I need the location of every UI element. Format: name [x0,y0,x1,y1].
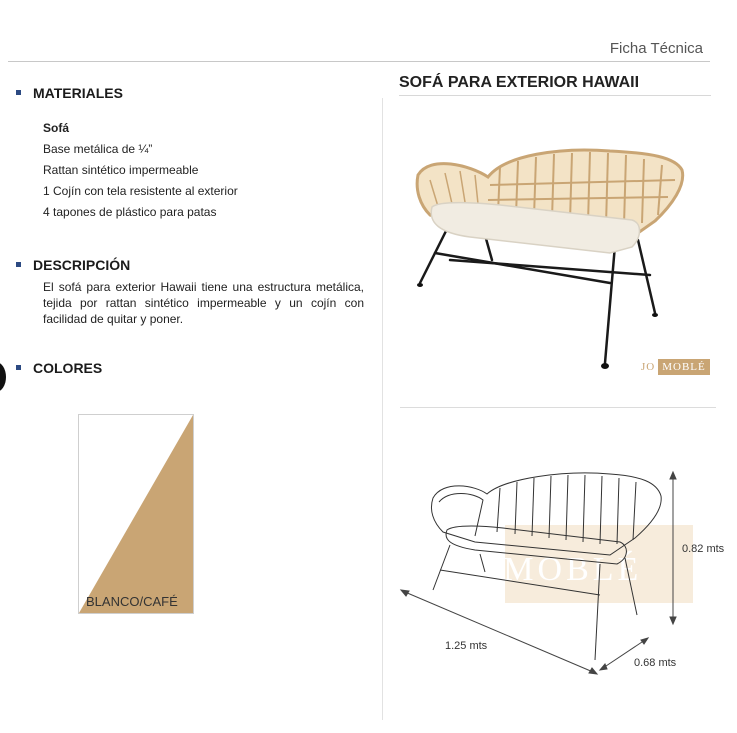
materiales-title: MATERIALES [33,85,123,101]
bullet-icon [16,90,21,95]
list-item: 1 Cojín con tela resistente al exterior [43,184,238,198]
descripcion-title: DESCRIPCIÓN [33,257,131,273]
bullet-icon [16,262,21,267]
dimension-width: 1.25 mts [445,640,488,652]
header-divider [8,61,710,62]
descripcion-heading [16,257,130,273]
column-divider [382,98,383,720]
sofa-photo [410,135,710,375]
colores-heading [16,360,102,376]
logo-part2: MOBLÉ [658,359,710,375]
swatch-triangle [79,415,193,613]
list-item: Rattan sintético impermeable [43,163,199,177]
materiales-heading [16,85,123,101]
swatch-label: BLANCO/CAFÉ [86,594,178,609]
section-divider [400,407,716,408]
product-title: SOFÁ PARA EXTERIOR HAWAII [399,74,640,91]
dimension-height: 0.82 mts [682,543,725,555]
materiales-list [43,118,238,223]
colores-title: COLORES [33,360,103,376]
sofa-dimension-drawing [395,460,715,680]
color-swatch [78,414,194,614]
brand-logo [641,361,710,373]
list-item: Base metálica de ¼” [43,142,153,156]
logo-part1: JO [641,361,656,373]
descripcion-text: El sofá para exterior Hawaii tiene una estructura metálica, tejida por rattan sintético impermeable y un cojín con facilidad de quitar y poner. [43,280,364,326]
edge-mark [0,362,6,392]
materiales-subtitle: Sofá [43,121,70,135]
header-title: Ficha Técnica [609,40,703,57]
dimension-depth: 0.68 mts [634,657,677,669]
list-item: 4 tapones de plástico para patas [43,205,217,219]
bullet-icon [16,365,21,370]
watermark-text: JO MOBLÉ [445,551,643,588]
title-divider [399,95,711,96]
